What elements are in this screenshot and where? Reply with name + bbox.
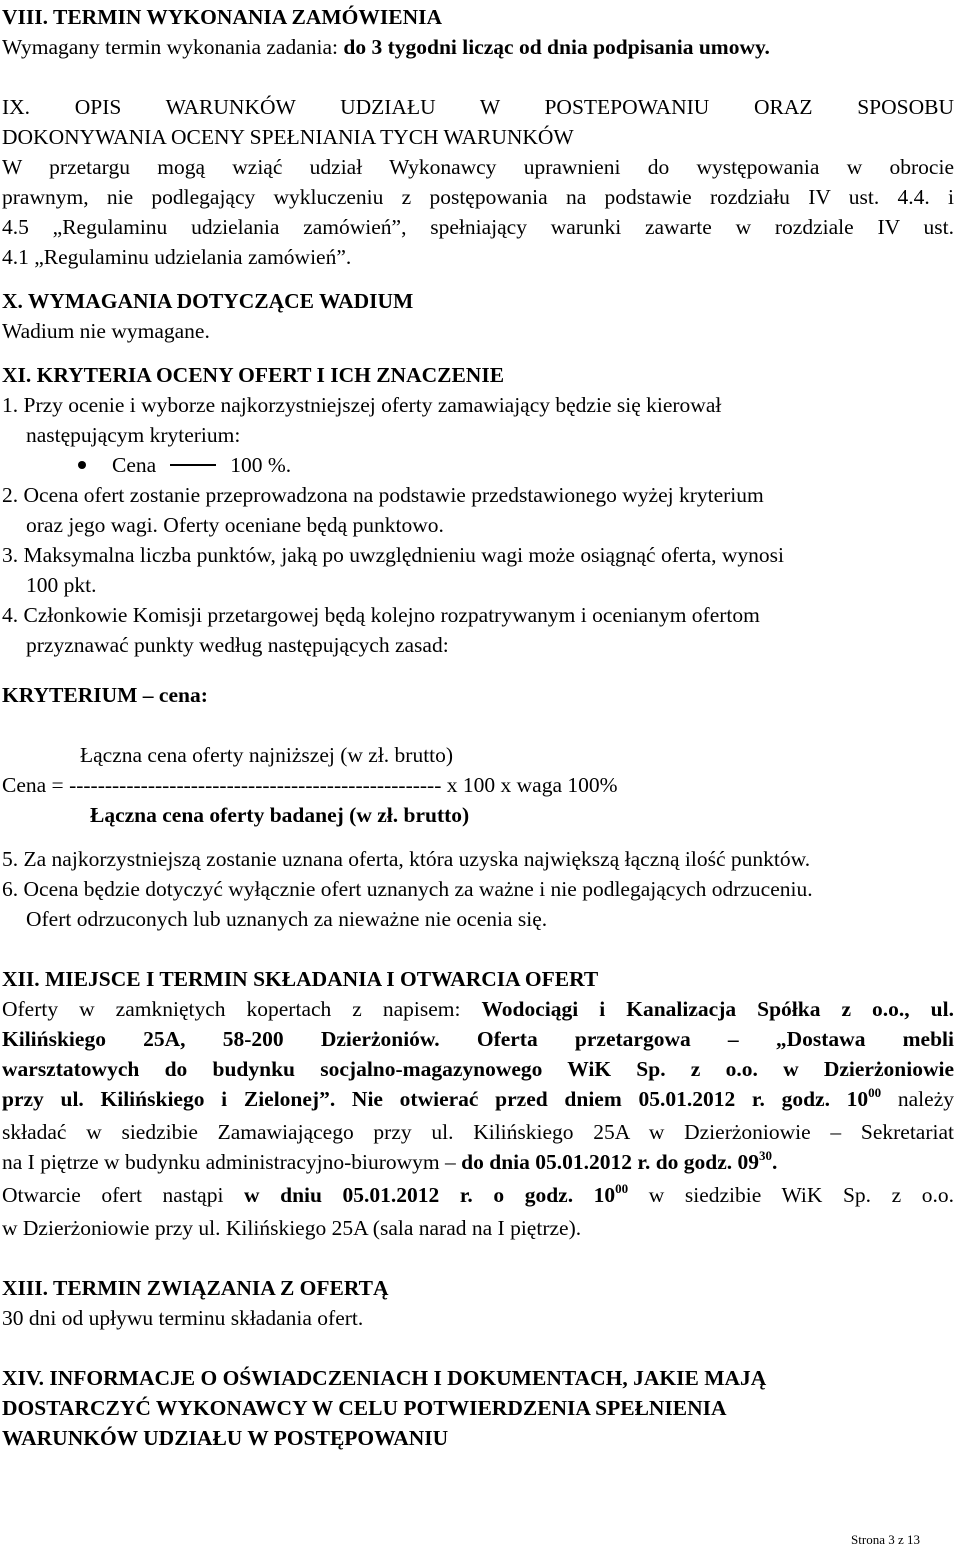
section-12-line-7-text: Otwarcie ofert nastąpi: [2, 1183, 245, 1207]
section-12-line-4: [2, 1084, 954, 1117]
section-13-title: XIII. TERMIN ZWIĄZANIA Z OFERTĄ: [2, 1276, 389, 1300]
section-11-title: XI. KRYTERIA OCENY OFERT I ICH ZNACZENIE: [2, 363, 505, 387]
section-10-title: X. WYMAGANIA DOTYCZĄCE WADIUM: [2, 289, 414, 313]
criterion-heading: KRYTERIUM – cena:: [2, 683, 208, 707]
bullet-value: 100 %.: [230, 453, 292, 477]
section-8-text: [2, 32, 954, 62]
section-12-line-6-end: .: [772, 1150, 778, 1174]
deadline-label: Wymagany termin wykonania zadania:: [2, 35, 344, 59]
section-12-line-4-sup: 00: [868, 1085, 882, 1100]
section-12-line-1-text: Oferty w zamkniętych kopertach z napisem:: [2, 997, 482, 1021]
criteria-point-4a: 4. Członkowie Komisji przetargowej będą kolejno rozpatrywanym i ocenianym ofertom: [2, 603, 760, 627]
page-number: Strona 3 z 13: [851, 1532, 920, 1547]
section-10-text: Wadium nie wymagane.: [2, 319, 210, 343]
section-12-deadline: do dnia 05.01.2012 r. do godz. 09: [461, 1150, 760, 1174]
criteria-point-6a: 6. Ocena będzie dotyczyć wyłącznie ofert uznanych za ważne i nie podlegających odrzuceniu.: [2, 877, 813, 901]
document-page: [2, 2, 954, 1453]
criteria-point-6b: Ofert odrzuconych lub uznanych za nieważne nie ocenia się.: [26, 907, 548, 931]
formula-left: Cena =: [2, 773, 70, 797]
formula-denominator: Łączna cena oferty badanej (w zł. brutto): [90, 803, 470, 827]
criteria-point-3b: 100 pkt.: [26, 573, 97, 597]
section-8-title: VIII. TERMIN WYKONANIA ZAMÓWIENIA: [2, 5, 443, 29]
section-12-line-5: składać w siedzibie Zamawiającego przy ul. Kilińskiego 25A w Dzierżoniowie – Sekretariat: [2, 1120, 954, 1144]
deadline-value: do 3 tygodni licząc od dnia podpisania umowy.: [343, 35, 770, 59]
section-14-title-3: WARUNKÓW UDZIAŁU W POSTĘPOWANIU: [2, 1426, 449, 1450]
section-9-title-2: DOKONYWANIA OCENY SPEŁNIANIA TYCH WARUNKÓW: [2, 125, 574, 149]
section-12-opening-sup: 00: [615, 1181, 629, 1196]
criteria-point-2b: oraz jego wagi. Oferty oceniane będą punktowo.: [26, 513, 444, 537]
section-12-line-2: Kilińskiego 25A, 58-200 Dzierżoniów. Oferta przetargowa – „Dostawa mebli: [2, 1027, 954, 1051]
section-12-line-4-end: należy: [881, 1087, 954, 1111]
section-12-line-7-end: w siedzibie WiK Sp. z o.o.: [628, 1183, 954, 1207]
section-13-text: 30 dni od upływu terminu składania ofert.: [2, 1306, 364, 1330]
criteria-point-1a: 1. Przy ocenie i wyborze najkorzystniejszej oferty zamawiający będzie się kierował: [2, 393, 722, 417]
criteria-point-5: 5. Za najkorzystniejszą zostanie uznana oferta, która uzyska największą łączną ilość punktów.: [2, 847, 811, 871]
bullet-dash: [170, 464, 216, 466]
section-9-line-1: W przetargu mogą wziąć udział Wykonawcy uprawnieni do występowania w obrocie: [2, 155, 954, 179]
criteria-bullet: [2, 450, 954, 480]
section-9-line-2: prawnym, nie podlegający wykluczeniu z postępowania na podstawie rozdziału IV ust. 4.4. i: [2, 185, 954, 209]
section-12-address: Wodociągi i Kanalizacja Spółka z o.o., ul.: [481, 997, 954, 1021]
section-14-title-2: DOSTARCZYĆ WYKONAWCY W CELU POTWIERDZENIA SPEŁNIENIA: [2, 1396, 727, 1420]
formula-fraction-bar: ----------------------------------------------------: [69, 773, 442, 797]
formula-line: [2, 770, 954, 800]
bullet-label: Cena: [112, 453, 157, 477]
criteria-point-2a: 2. Ocena ofert zostanie przeprowadzona na podstawie przedstawionego wyżej kryterium: [2, 483, 764, 507]
section-9-line-4: 4.1 „Regulaminu udzielania zamówień”.: [2, 245, 352, 269]
section-14-title-1: XIV. INFORMACJE O OŚWIADCZENIACH I DOKUMENTACH, JAKIE MAJĄ: [2, 1366, 767, 1390]
section-12-line-6: [2, 1147, 954, 1180]
criteria-point-1b: następującym kryterium:: [26, 423, 241, 447]
section-12-line-3: warsztatowych do budynku socjalno-magazynowego WiK Sp. z o.o. w Dzierżoniowie: [2, 1057, 954, 1081]
section-12-line-4-text: przy ul. Kilińskiego i Zielonej”. Nie otwierać przed dniem 05.01.2012 r. godz. 10: [2, 1087, 869, 1111]
criteria-point-4b: przyznawać punkty według następujących zasad:: [26, 633, 449, 657]
section-12-line-6-text: na I piętrze w budynku administracyjno-biurowym –: [2, 1150, 462, 1174]
section-12-line-1: [2, 994, 954, 1024]
section-12-line-7: [2, 1180, 954, 1213]
criteria-point-3a: 3. Maksymalna liczba punktów, jaką po uwzględnieniu wagi może osiągnąć oferta, wynosi: [2, 543, 784, 567]
section-9-line-3: 4.5 „Regulaminu udzielania zamówień”, spełniający warunki zawarte w rozdziale IV ust.: [2, 215, 954, 239]
formula-right: x 100 x waga 100%: [441, 773, 618, 797]
section-9-title-1: IX. OPIS WARUNKÓW UDZIAŁU W POSTEPOWANIU ORAZ SPOSOBU: [2, 95, 954, 119]
bullet-icon: [78, 461, 86, 469]
section-12-deadline-sup: 30: [759, 1148, 773, 1163]
section-12-title: XII. MIEJSCE I TERMIN SKŁADANIA I OTWARCIA OFERT: [2, 967, 599, 991]
section-12-opening: w dniu 05.01.2012 r. o godz. 10: [244, 1183, 616, 1207]
section-12-line-8: w Dzierżoniowie przy ul. Kilińskiego 25A (sala narad na I piętrze).: [2, 1216, 582, 1240]
formula-numerator: Łączna cena oferty najniższej (w zł. brutto): [80, 743, 454, 767]
